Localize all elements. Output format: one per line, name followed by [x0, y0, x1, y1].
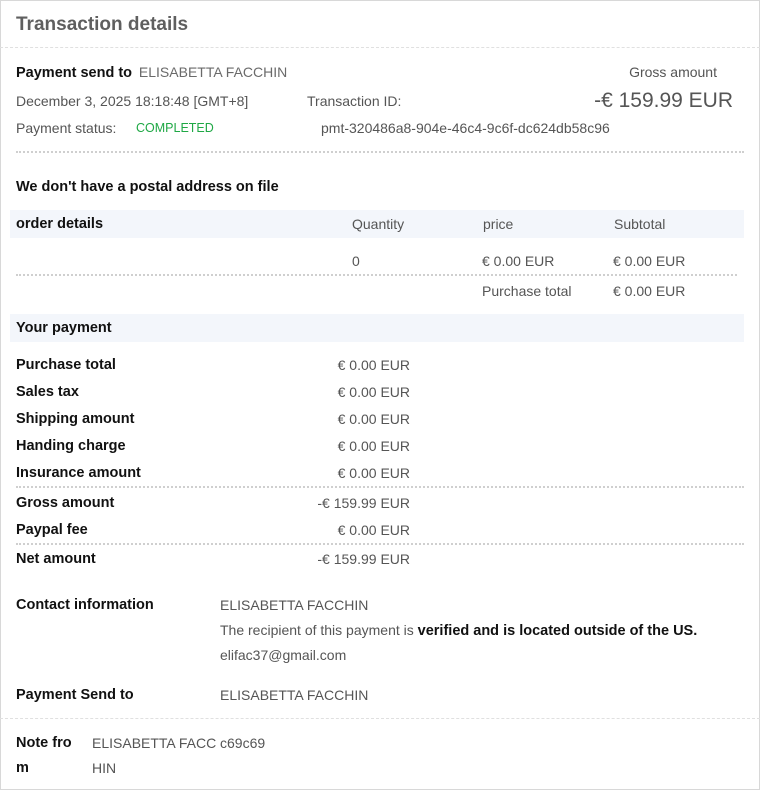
title-divider: [0, 47, 760, 48]
purchase-total-value: € 0.00 EUR: [613, 283, 686, 299]
contact-name: ELISABETTA FACCHIN: [220, 597, 369, 613]
order-row-price: € 0.00 EUR: [482, 253, 555, 269]
gross-amount-label: Gross amount: [629, 64, 717, 80]
verified-status: verified and is located outside of the US.: [417, 623, 698, 639]
payment-row-value: € 0.00 EUR: [337, 411, 410, 427]
order-details-header: order details: [16, 216, 104, 232]
price-column-header: price: [483, 216, 514, 232]
your-payment-header: Your payment: [16, 320, 112, 336]
page-title: Transaction details: [16, 14, 189, 35]
subtotal-column-header: Subtotal: [614, 216, 666, 232]
payment-row-value: € 0.00 EUR: [337, 357, 410, 373]
payment-row-label: Sales tax: [16, 384, 79, 400]
payment-row-label: Insurance amount: [16, 465, 141, 481]
payment-row-value: € 0.00 EUR: [337, 438, 410, 454]
note-name-line1: ELISABETTA FACC: [92, 735, 217, 751]
transaction-datetime: December 3, 2025 18:18:48 [GMT+8]: [16, 93, 249, 109]
note-label-line1: Note fro: [16, 735, 72, 751]
purchase-total-label: Purchase total: [482, 283, 572, 299]
net-amount-divider: [16, 543, 744, 545]
transaction-id-label: Transaction ID:: [307, 93, 402, 109]
payment-send-to-name: ELISABETTA FACCHIN: [220, 687, 369, 703]
payment-row-label: Shipping amount: [16, 411, 135, 427]
note-name-line2: HIN: [92, 760, 117, 776]
your-payment-header-band: [10, 314, 744, 342]
status-badge: COMPLETED: [136, 121, 214, 135]
payment-row-label: Purchase total: [16, 357, 116, 373]
payment-row-value: € 0.00 EUR: [337, 384, 410, 400]
payment-row-value: -€ 159.99 EUR: [317, 495, 410, 511]
payment-row-label: Handing charge: [16, 438, 126, 454]
contact-email[interactable]: elifac37@gmail.com: [220, 647, 347, 663]
payment-send-to-label: Payment Send to: [16, 687, 134, 703]
header-divider: [16, 151, 744, 153]
payment-row-value: € 0.00 EUR: [337, 522, 410, 538]
postal-address-notice: We don't have a postal address on file: [16, 179, 279, 195]
verified-prefix: The recipient of this payment is: [220, 622, 418, 638]
quantity-column-header: Quantity: [352, 216, 405, 232]
order-row-divider: [16, 274, 737, 276]
payment-send-name: ELISABETTA FACCHIN: [138, 64, 288, 80]
gross-amount-value: -€ 159.99 EUR: [594, 89, 733, 112]
payment-row-label: Paypal fee: [16, 522, 88, 538]
order-row-subtotal: € 0.00 EUR: [613, 253, 686, 269]
note-text: c69c69: [220, 735, 266, 751]
payment-row-label: Gross amount: [16, 495, 115, 511]
payment-send-line: [16, 64, 287, 81]
note-divider: [0, 718, 760, 719]
payment-row-value: € 0.00 EUR: [337, 465, 410, 481]
order-row-quantity: 0: [352, 253, 360, 269]
payment-send-label: Payment send to: [16, 65, 133, 81]
payment-row-value: -€ 159.99 EUR: [317, 551, 410, 567]
payment-row-label: Net amount: [16, 551, 96, 567]
note-label-line2: m: [16, 760, 29, 776]
payment-divider: [16, 486, 744, 488]
payment-status-label: Payment status:: [16, 120, 117, 136]
contact-information-label: Contact information: [16, 597, 154, 613]
transaction-id-value[interactable]: pmt-320486a8-904e-46c4-9c6f-dc624db58c96: [321, 120, 610, 136]
recipient-verified-text: [220, 622, 697, 639]
